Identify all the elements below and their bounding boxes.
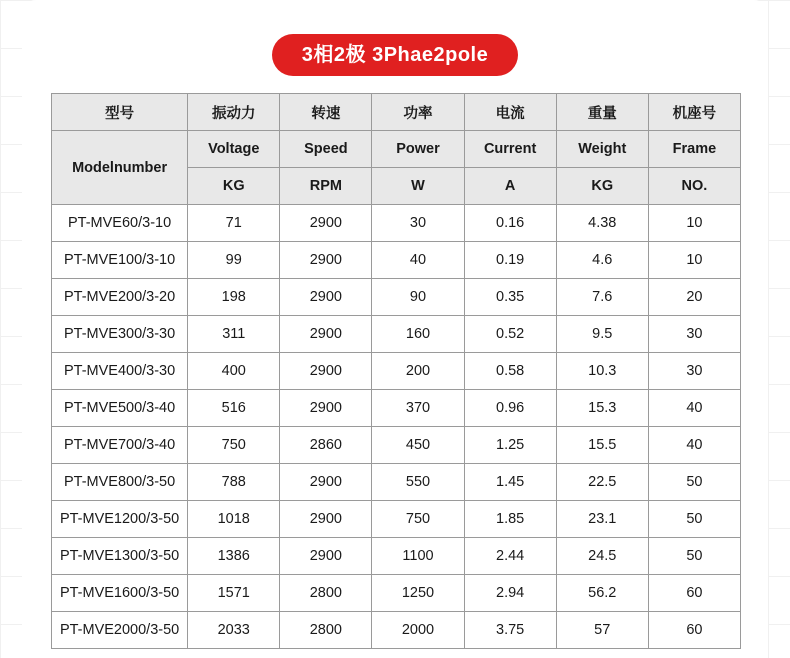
table-cell: 4.6	[556, 242, 648, 279]
document-content	[22, 0, 768, 658]
header-cell-en-1: Voltage	[188, 131, 280, 168]
table-cell: 400	[188, 353, 280, 390]
header-cell-en-2: Speed	[280, 131, 372, 168]
table-row	[52, 427, 741, 464]
header-cell-en-6: Frame	[648, 131, 740, 168]
table-cell: 22.5	[556, 464, 648, 501]
table-cell: 311	[188, 316, 280, 353]
header-row-cn	[52, 94, 741, 131]
table-row	[52, 612, 741, 649]
table-cell: 1250	[372, 575, 464, 612]
table-cell: 550	[372, 464, 464, 501]
table-cell: 2.44	[464, 538, 556, 575]
table-cell: 56.2	[556, 575, 648, 612]
table-cell-model: PT-MVE2000/3-50	[52, 612, 188, 649]
table-cell-model: PT-MVE1600/3-50	[52, 575, 188, 612]
table-cell: 20	[648, 279, 740, 316]
header-cell-cn-3: 功率	[372, 94, 464, 131]
table-cell: 2900	[280, 501, 372, 538]
table-cell-model: PT-MVE60/3-10	[52, 205, 188, 242]
header-cell-unit-2: RPM	[280, 168, 372, 205]
table-cell: 7.6	[556, 279, 648, 316]
header-cell-cn-2: 转速	[280, 94, 372, 131]
table-cell: 0.35	[464, 279, 556, 316]
table-cell-model: PT-MVE1300/3-50	[52, 538, 188, 575]
table-cell: 10	[648, 205, 740, 242]
table-cell: 30	[648, 353, 740, 390]
title-container	[22, 34, 768, 76]
table-row	[52, 501, 741, 538]
table-cell: 2800	[280, 612, 372, 649]
table-cell: 0.52	[464, 316, 556, 353]
table-row	[52, 538, 741, 575]
header-cell-unit-3: W	[372, 168, 464, 205]
header-cell-unit-1: KG	[188, 168, 280, 205]
table-cell: 50	[648, 501, 740, 538]
table-cell: 10.3	[556, 353, 648, 390]
table-cell: 2000	[372, 612, 464, 649]
table-cell: 200	[372, 353, 464, 390]
table-row	[52, 205, 741, 242]
table-cell: 30	[648, 316, 740, 353]
table-cell: 60	[648, 575, 740, 612]
table-cell: 24.5	[556, 538, 648, 575]
table-cell: 788	[188, 464, 280, 501]
table-cell: 2900	[280, 390, 372, 427]
header-cell-cn-0: 型号	[52, 94, 188, 131]
table-cell-model: PT-MVE1200/3-50	[52, 501, 188, 538]
header-cell-unit-6: NO.	[648, 168, 740, 205]
table-cell: 1.45	[464, 464, 556, 501]
table-cell: 90	[372, 279, 464, 316]
table-cell: 2900	[280, 242, 372, 279]
specification-table	[51, 93, 741, 649]
table-cell: 1.85	[464, 501, 556, 538]
table-header	[52, 94, 741, 205]
table-cell: 2900	[280, 279, 372, 316]
table-cell: 2033	[188, 612, 280, 649]
table-cell: 50	[648, 538, 740, 575]
header-row-en	[52, 131, 741, 168]
table-cell: 1018	[188, 501, 280, 538]
table-cell: 50	[648, 464, 740, 501]
table-row	[52, 464, 741, 501]
header-cell-cn-4: 电流	[464, 94, 556, 131]
table-body	[52, 205, 741, 649]
header-cell-cn-5: 重量	[556, 94, 648, 131]
table-cell: 99	[188, 242, 280, 279]
header-cell-cn-1: 振动力	[188, 94, 280, 131]
table-cell-model: PT-MVE700/3-40	[52, 427, 188, 464]
header-cell-en-3: Power	[372, 131, 464, 168]
table-cell: 57	[556, 612, 648, 649]
table-cell: 71	[188, 205, 280, 242]
table-row	[52, 353, 741, 390]
table-cell: 1386	[188, 538, 280, 575]
table-cell: 10	[648, 242, 740, 279]
table-cell: 370	[372, 390, 464, 427]
table-cell: 0.19	[464, 242, 556, 279]
table-cell: 450	[372, 427, 464, 464]
table-cell: 198	[188, 279, 280, 316]
table-row	[52, 575, 741, 612]
table-cell: 60	[648, 612, 740, 649]
table-cell-model: PT-MVE300/3-30	[52, 316, 188, 353]
table-cell: 2900	[280, 205, 372, 242]
header-cell-cn-6: 机座号	[648, 94, 740, 131]
table-cell: 40	[372, 242, 464, 279]
table-cell: 2900	[280, 316, 372, 353]
table-cell: 2900	[280, 538, 372, 575]
table-cell: 23.1	[556, 501, 648, 538]
table-row	[52, 390, 741, 427]
table-cell: 2900	[280, 353, 372, 390]
table-cell-model: PT-MVE500/3-40	[52, 390, 188, 427]
header-cell-en-5: Weight	[556, 131, 648, 168]
table-cell-model: PT-MVE800/3-50	[52, 464, 188, 501]
table-cell: 2860	[280, 427, 372, 464]
table-cell: 4.38	[556, 205, 648, 242]
header-cell-en-4: Current	[464, 131, 556, 168]
table-cell: 0.96	[464, 390, 556, 427]
table-cell: 1571	[188, 575, 280, 612]
table-cell: 9.5	[556, 316, 648, 353]
table-cell-model: PT-MVE100/3-10	[52, 242, 188, 279]
table-cell-model: PT-MVE400/3-30	[52, 353, 188, 390]
table-cell: 40	[648, 390, 740, 427]
table-cell: 160	[372, 316, 464, 353]
table-row	[52, 316, 741, 353]
table-cell: 0.58	[464, 353, 556, 390]
table-cell: 2800	[280, 575, 372, 612]
table-row	[52, 279, 741, 316]
table-cell: 1100	[372, 538, 464, 575]
table-cell: 2900	[280, 464, 372, 501]
table-cell: 2.94	[464, 575, 556, 612]
table-cell: 1.25	[464, 427, 556, 464]
header-cell-unit-5: KG	[556, 168, 648, 205]
table-cell: 15.3	[556, 390, 648, 427]
table-cell: 750	[188, 427, 280, 464]
header-cell-modelnumber: Modelnumber	[52, 131, 188, 205]
table-row	[52, 242, 741, 279]
page-title: 3相2极 3Phae2pole	[272, 34, 518, 76]
header-cell-unit-4: A	[464, 168, 556, 205]
table-cell-model: PT-MVE200/3-20	[52, 279, 188, 316]
table-cell: 750	[372, 501, 464, 538]
table-cell: 30	[372, 205, 464, 242]
table-cell: 0.16	[464, 205, 556, 242]
table-cell: 40	[648, 427, 740, 464]
table-cell: 3.75	[464, 612, 556, 649]
table-cell: 516	[188, 390, 280, 427]
table-cell: 15.5	[556, 427, 648, 464]
